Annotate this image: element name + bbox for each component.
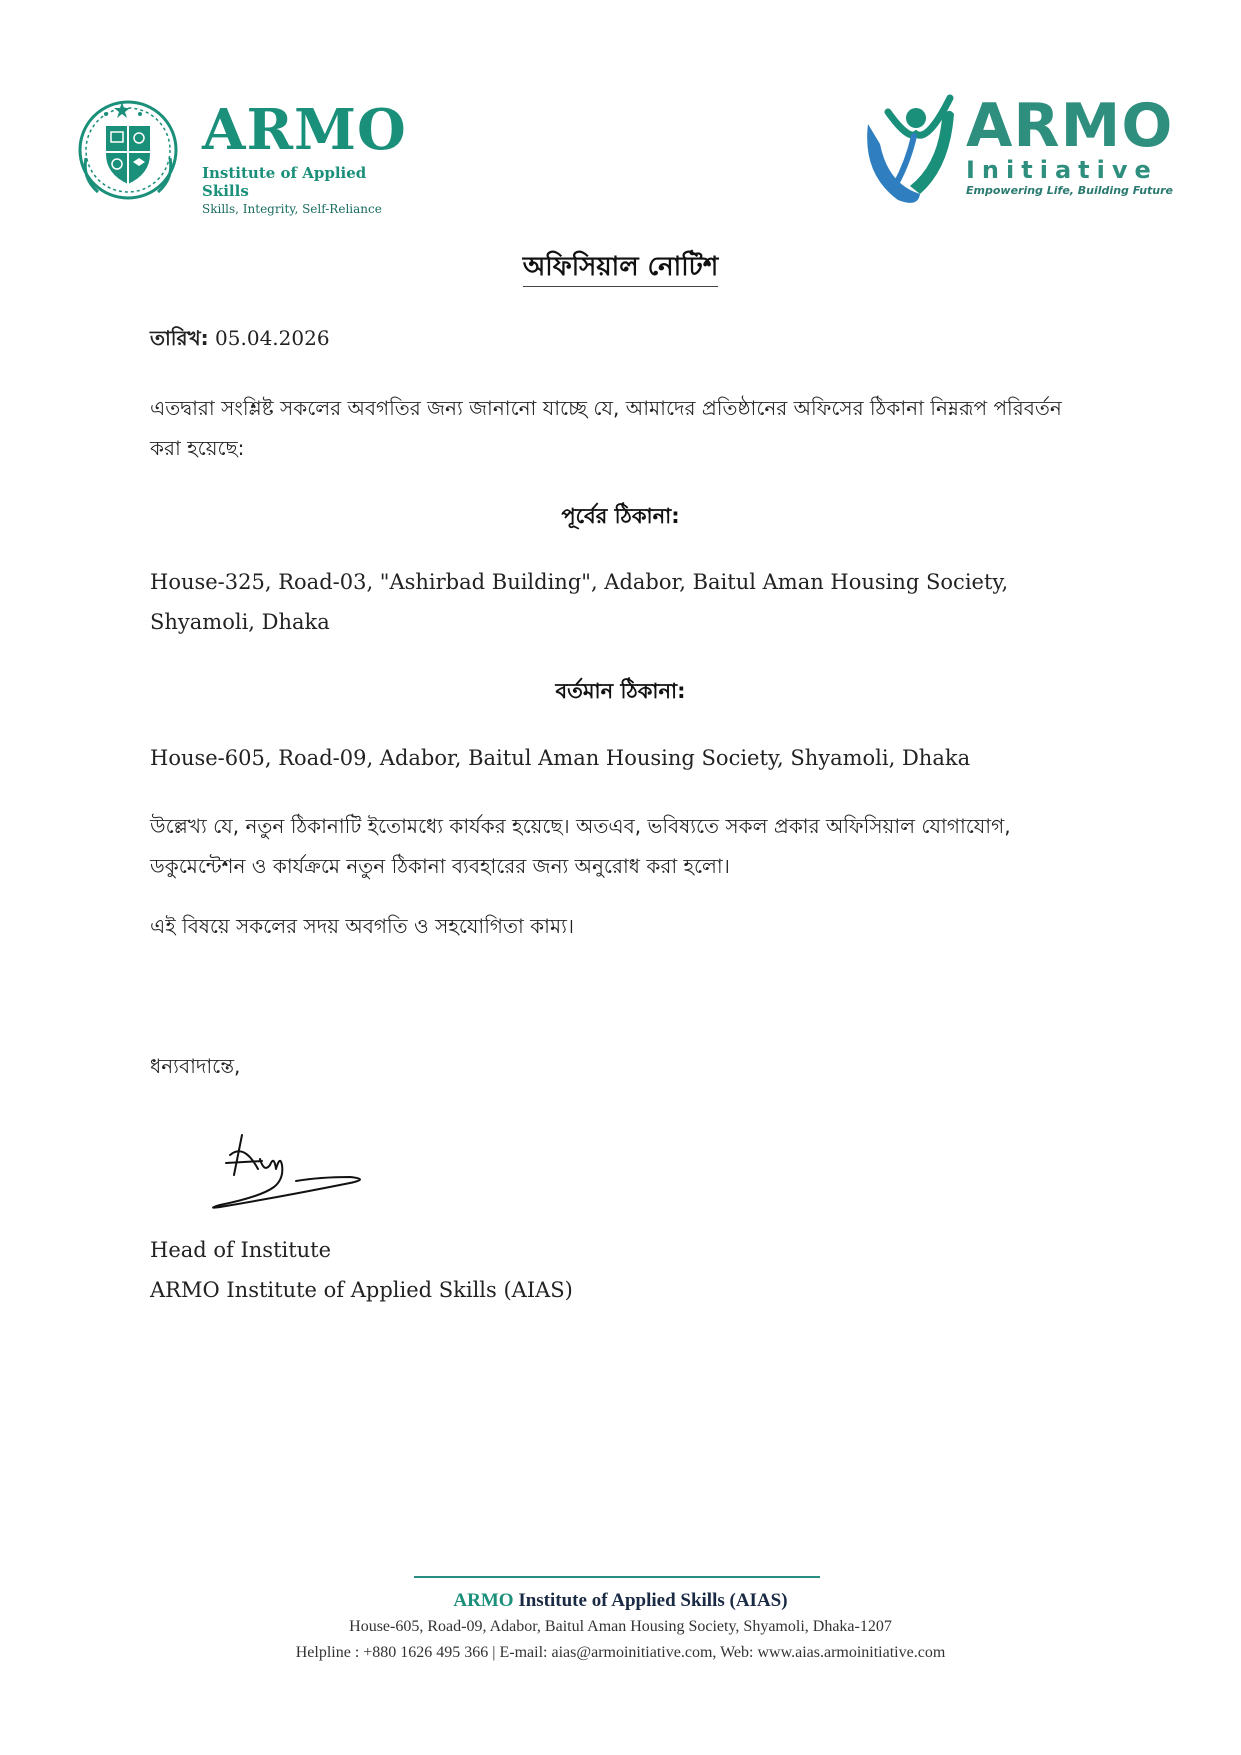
armo-initiative-logo (858, 84, 1178, 214)
footer-contact: Helpline : +880 1626 495 366 | E-mail: aias@armoinitiative.com, Web: www.aias.armoinitiative.com (295, 1644, 946, 1661)
aias-crest-icon (78, 88, 198, 208)
aias-logo (78, 88, 418, 216)
initiative-figure-icon (858, 84, 968, 214)
left-logo-name: ARMO (202, 97, 407, 163)
footer-address: House-605, Road-09, Adabor, Baitul Aman Housing Society, Shyamoli, Dhaka-1207 (349, 1618, 892, 1635)
footer-org-rest: Institute of Applied Skills (AIAS) (513, 1590, 788, 1611)
notice-title-text: অফিসিয়াল নোটিশ (523, 252, 718, 287)
notice-date (150, 324, 1070, 357)
thanks-line: ধন্যবাদান্তে, (150, 1054, 241, 1078)
notice-title (0, 246, 1241, 290)
closing-paragraph: এই বিষয়ে সকলের সদয় অবগতি ও সহযোগিতা কাম্য। (150, 914, 575, 938)
new-address-heading: বর্তমান ঠিকানা: (555, 679, 686, 703)
left-logo-subtitle: Institute of Applied Skills (202, 164, 367, 200)
left-logo-tagline: Skills, Integrity, Self-Reliance (202, 202, 382, 216)
right-logo-name: ARMO (966, 91, 1174, 161)
old-address: House-325, Road-03, "Ashirbad Building", Adabor, Baitul Aman Housing Society, Shyamoli, Dhaka (150, 570, 1009, 634)
right-logo-tagline: Empowering Life, Building Future (966, 184, 1173, 197)
date-label: তারিখ: (150, 326, 209, 350)
date-value: 05.04.2026 (215, 326, 330, 350)
body-paragraph: উল্লেখ্য যে, নতুন ঠিকানাটি ইতোমধ্যে কার্যকর হয়েছে। অতএব, ভবিষ্যতে সকল প্রকার অফিসিয়াল যোগাযোগ, ডকুমেন্টেশন ও কার্যক্রমে নতুন ঠিকানা ব্যবহারের জন্য অনুরোধ করা হলো। (150, 814, 1011, 878)
signature (200, 1125, 400, 1219)
signer-block (150, 1230, 1070, 1310)
new-address: House-605, Road-09, Adabor, Baitul Aman Housing Society, Shyamoli, Dhaka (150, 746, 971, 770)
intro-paragraph: এতদ্বারা সংশ্লিষ্ট সকলের অবগতির জন্য জানানো যাচ্ছে যে, আমাদের প্রতিষ্ঠানের অফিসের ঠিকানা নিম্নরূপ পরিবর্তন করা হয়েছে: (150, 396, 1062, 460)
signature-icon (200, 1125, 400, 1215)
right-logo-subtitle: Initiative (966, 156, 1158, 184)
footer-org (0, 1590, 1241, 1612)
signer-title: Head of Institute (150, 1238, 332, 1262)
footer-divider (414, 1576, 820, 1578)
signer-org: ARMO Institute of Applied Skills (AIAS) (150, 1278, 573, 1302)
old-address-heading: পূর্বের ঠিকানা: (561, 504, 680, 528)
footer-org-highlight: ARMO (453, 1590, 514, 1611)
